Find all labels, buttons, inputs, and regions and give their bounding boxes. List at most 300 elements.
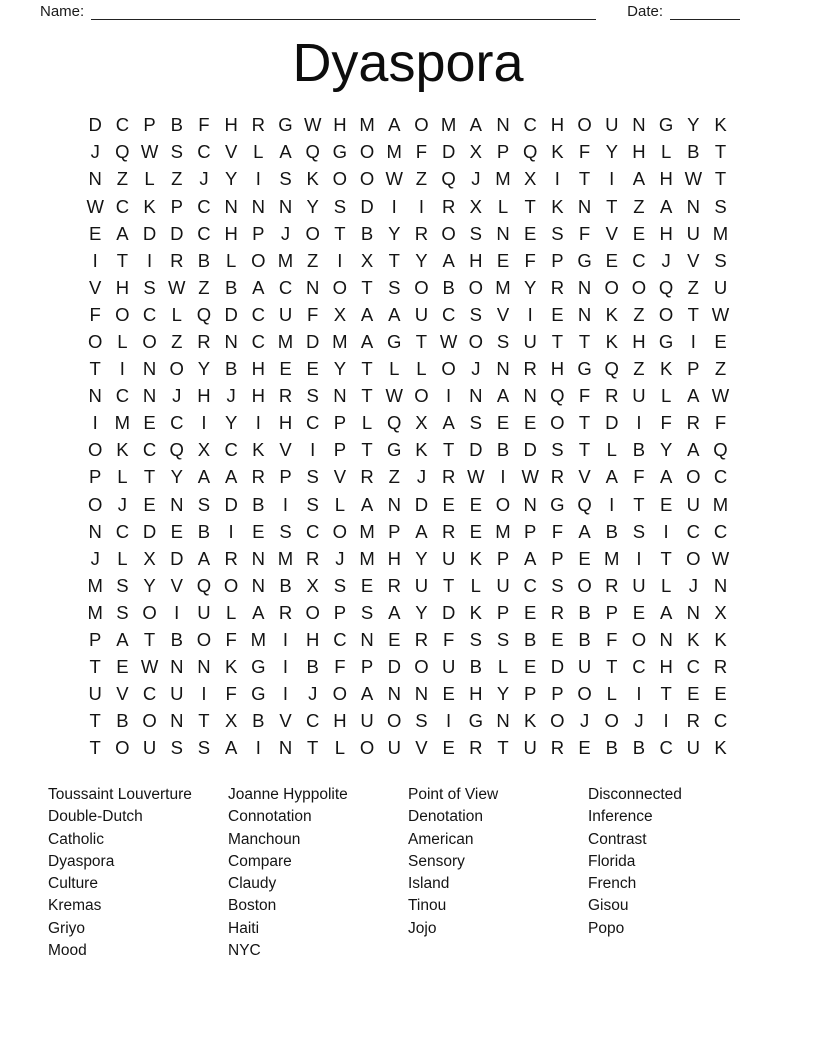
grid-letter: I: [201, 683, 207, 705]
grid-letter: R: [170, 249, 184, 271]
grid-letter: E: [469, 520, 482, 542]
grid-letter: I: [92, 249, 98, 271]
grid-letter: Y: [143, 574, 156, 596]
grid-letter: R: [550, 276, 565, 298]
grid-letter: A: [659, 601, 673, 623]
grid-letter: U: [170, 683, 184, 705]
grid-letter: O: [686, 547, 701, 569]
grid-letter: Y: [496, 683, 510, 705]
grid-letter: S: [469, 303, 482, 325]
grid-letter: I: [609, 493, 615, 515]
grid-letter: C: [632, 656, 646, 678]
grid-letter: F: [524, 249, 536, 271]
grid-letter: J: [661, 249, 671, 271]
grid-letter: O: [115, 303, 130, 325]
grid-letter: E: [632, 601, 646, 623]
grid-letter: S: [279, 168, 292, 190]
grid-letter: I: [255, 412, 261, 434]
grid-letter: C: [441, 303, 456, 325]
grid-letter: T: [198, 710, 210, 732]
grid-letter: H: [333, 114, 347, 136]
grid-letter: O: [332, 168, 348, 190]
grid-letter: A: [116, 222, 129, 244]
grid-letter: J: [226, 385, 236, 407]
grid-letter: F: [660, 412, 672, 434]
grid-letter: V: [116, 683, 129, 705]
grid-letter: S: [496, 330, 510, 352]
grid-letter: E: [279, 358, 292, 380]
grid-letter: E: [659, 493, 673, 515]
grid-letter: A: [197, 547, 211, 569]
word-list-item: French: [588, 875, 637, 893]
grid-letter: T: [551, 330, 564, 352]
header: [0, 0, 816, 21]
grid-letter: O: [359, 737, 375, 759]
grid-letter: M: [712, 493, 729, 515]
grid-letter: D: [441, 141, 456, 163]
grid-letter: R: [278, 385, 293, 407]
grid-letter: O: [550, 412, 565, 434]
grid-letter: F: [606, 629, 618, 651]
grid-letter: V: [279, 710, 292, 732]
grid-letter: H: [469, 683, 483, 705]
grid-letter: Z: [171, 330, 183, 352]
grid-letter: B: [224, 358, 238, 380]
grid-letter: O: [577, 114, 592, 136]
grid-letter: H: [197, 385, 211, 407]
grid-letter: R: [469, 737, 483, 759]
grid-letter: N: [659, 629, 673, 651]
grid-letter: T: [714, 141, 727, 163]
grid-letter: U: [197, 601, 211, 623]
grid-letter: D: [142, 520, 157, 542]
grid-letter: I: [636, 683, 642, 705]
grid-letter: O: [631, 629, 647, 651]
grid-letter: E: [714, 683, 727, 705]
word-list-item: Tinou: [408, 897, 447, 915]
grid-letter: R: [414, 629, 429, 651]
grid-letter: E: [551, 303, 564, 325]
grid-letter: O: [441, 222, 456, 244]
grid-letter: U: [441, 656, 456, 678]
grid-letter: Y: [659, 439, 673, 461]
grid-letter: C: [713, 520, 728, 542]
grid-letter: F: [198, 114, 210, 136]
grid-letter: Z: [415, 168, 428, 190]
grid-letter: N: [224, 195, 238, 217]
grid-letter: W: [385, 385, 403, 407]
grid-letter: N: [387, 683, 401, 705]
grid-letter: K: [306, 168, 319, 190]
word-list: [48, 784, 816, 962]
grid-letter: W: [385, 168, 403, 190]
grid-letter: V: [224, 141, 238, 163]
grid-letter: P: [388, 520, 401, 542]
grid-letter: O: [387, 710, 402, 732]
grid-letter: I: [282, 683, 289, 705]
grid-letter: P: [360, 656, 374, 678]
grid-letter: J: [416, 466, 427, 488]
grid-letter: B: [170, 629, 183, 651]
grid-letter: H: [224, 222, 238, 244]
grid-letter: J: [172, 385, 182, 407]
grid-letter: C: [659, 737, 673, 759]
grid-letter: X: [333, 303, 347, 325]
grid-letter: U: [360, 710, 374, 732]
grid-letter: E: [252, 520, 265, 542]
grid-letter: S: [714, 195, 727, 217]
grid-letter: L: [225, 601, 237, 623]
grid-letter: O: [468, 330, 483, 352]
grid-letter: L: [389, 358, 400, 380]
grid-letter: T: [143, 629, 156, 651]
grid-letter: C: [306, 520, 320, 542]
grid-letter: O: [87, 493, 103, 515]
grid-letter: O: [359, 168, 375, 190]
grid-letter: C: [686, 520, 700, 542]
grid-letter: E: [605, 249, 618, 271]
grid-letter: O: [414, 656, 429, 678]
grid-letter: M: [277, 547, 294, 569]
grid-letter: R: [550, 737, 565, 759]
grid-letter: T: [361, 276, 373, 298]
grid-letter: N: [306, 276, 320, 298]
grid-letter: J: [90, 141, 100, 163]
grid-letter: P: [551, 547, 564, 569]
grid-letter: D: [170, 222, 184, 244]
grid-letter: I: [92, 412, 98, 434]
grid-letter: C: [142, 439, 157, 461]
grid-letter: B: [442, 276, 455, 298]
grid-letter: W: [467, 466, 485, 488]
grid-letter: I: [446, 710, 452, 732]
grid-letter: Z: [633, 358, 645, 380]
grid-letter: B: [687, 141, 700, 163]
grid-letter: F: [633, 466, 645, 488]
grid-letter: Y: [388, 222, 401, 244]
grid-letter: C: [333, 629, 347, 651]
grid-letter: A: [632, 168, 646, 190]
grid-letter: M: [114, 412, 131, 434]
grid-letter: M: [277, 330, 294, 352]
grid-letter: Q: [305, 141, 320, 163]
grid-letter: L: [117, 547, 128, 569]
grid-letter: L: [225, 249, 237, 271]
grid-letter: M: [386, 141, 402, 163]
grid-letter: R: [523, 358, 537, 380]
grid-letter: Z: [388, 466, 400, 488]
grid-letter: M: [712, 222, 729, 244]
grid-letter: A: [659, 195, 673, 217]
grid-letter: I: [527, 303, 533, 325]
grid-letter: K: [469, 547, 482, 569]
grid-letter: N: [686, 195, 700, 217]
grid-letter: B: [224, 276, 238, 298]
grid-letter: O: [441, 358, 456, 380]
grid-letter: V: [605, 222, 618, 244]
grid-letter: T: [89, 737, 101, 759]
grid-letter: F: [714, 412, 727, 434]
grid-letter: C: [306, 710, 320, 732]
grid-letter: H: [224, 114, 238, 136]
grid-letter: T: [578, 168, 591, 190]
grid-letter: L: [497, 656, 509, 678]
grid-letter: N: [88, 520, 102, 542]
grid-letter: E: [388, 629, 401, 651]
grid-letter: S: [116, 574, 129, 596]
grid-letter: Y: [524, 276, 537, 298]
grid-letter: Y: [333, 358, 347, 380]
grid-letter: R: [197, 330, 211, 352]
grid-letter: A: [252, 601, 265, 623]
grid-letter: S: [197, 737, 211, 759]
grid-letter: T: [89, 656, 101, 678]
grid-letter: V: [170, 574, 183, 596]
grid-letter: R: [251, 466, 265, 488]
grid-letter: N: [251, 195, 265, 217]
grid-letter: C: [115, 385, 130, 407]
grid-letter: S: [632, 520, 646, 542]
grid-letter: J: [579, 710, 590, 732]
grid-letter: D: [306, 330, 320, 352]
grid-letter: T: [116, 249, 129, 271]
grid-letter: B: [496, 439, 510, 461]
grid-letter: A: [360, 303, 374, 325]
grid-letter: P: [279, 466, 292, 488]
grid-letter: E: [632, 222, 646, 244]
grid-letter: O: [87, 330, 103, 352]
word-list-item: Mood: [48, 942, 87, 960]
grid-letter: R: [441, 466, 456, 488]
grid-letter: P: [687, 358, 700, 380]
grid-letter: U: [414, 303, 429, 325]
grid-letter: E: [170, 520, 183, 542]
grid-letter: S: [388, 276, 401, 298]
grid-letter: H: [659, 656, 673, 678]
grid-letter: S: [279, 520, 292, 542]
grid-letter: X: [360, 249, 374, 271]
grid-letter: E: [714, 330, 727, 352]
grid-letter: I: [282, 629, 289, 651]
grid-letter: B: [578, 601, 591, 623]
grid-letter: A: [578, 520, 591, 542]
grid-letter: H: [469, 249, 483, 271]
word-list-item: Island: [408, 875, 450, 893]
grid-letter: Z: [714, 358, 727, 380]
grid-letter: T: [714, 168, 727, 190]
grid-letter: A: [197, 466, 211, 488]
grid-letter: K: [687, 629, 700, 651]
grid-letter: G: [550, 493, 565, 515]
grid-letter: H: [659, 222, 673, 244]
grid-letter: I: [663, 520, 669, 542]
grid-letter: C: [115, 520, 130, 542]
grid-letter: T: [497, 737, 509, 759]
grid-letter: F: [578, 222, 591, 244]
grid-letter: S: [170, 737, 183, 759]
grid-letter: J: [471, 168, 481, 190]
grid-letter: E: [524, 601, 537, 623]
grid-letter: S: [143, 276, 156, 298]
grid-letter: H: [550, 358, 565, 380]
grid-letter: W: [711, 303, 730, 325]
grid-letter: S: [496, 629, 510, 651]
grid-letter: E: [89, 222, 102, 244]
grid-letter: X: [306, 574, 319, 596]
letter-grid: [82, 112, 735, 762]
grid-letter: R: [686, 710, 700, 732]
grid-letter: D: [360, 195, 374, 217]
grid-letter: A: [252, 276, 265, 298]
grid-letter: P: [89, 629, 102, 651]
grid-letter: D: [414, 493, 429, 515]
grid-letter: N: [387, 493, 401, 515]
grid-letter: M: [359, 547, 375, 569]
word-list-item: Kremas: [48, 897, 102, 915]
grid-letter: L: [606, 439, 617, 461]
grid-letter: A: [388, 601, 401, 623]
grid-letter: W: [86, 195, 104, 217]
grid-letter: Q: [658, 276, 674, 298]
grid-letter: O: [332, 683, 348, 705]
grid-letter: N: [170, 493, 184, 515]
grid-letter: M: [250, 629, 267, 651]
grid-letter: R: [360, 466, 374, 488]
grid-letter: O: [550, 710, 565, 732]
grid-letter: P: [524, 683, 537, 705]
grid-letter: Y: [415, 547, 428, 569]
grid-letter: L: [660, 574, 672, 596]
grid-letter: N: [278, 195, 293, 217]
grid-letter: U: [523, 330, 537, 352]
grid-letter: T: [361, 358, 373, 380]
grid-letter: U: [713, 276, 728, 298]
grid-letter: E: [496, 412, 510, 434]
name-blank-line: [91, 3, 596, 20]
grid-letter: I: [228, 520, 234, 542]
grid-letter: Y: [224, 168, 238, 190]
grid-letter: L: [470, 574, 481, 596]
grid-letter: N: [224, 330, 238, 352]
grid-letter: U: [686, 737, 700, 759]
grid-letter: N: [333, 385, 347, 407]
grid-letter: A: [116, 629, 129, 651]
grid-letter: D: [523, 439, 537, 461]
word-list-item: Inference: [588, 808, 653, 826]
grid-letter: D: [170, 547, 184, 569]
grid-letter: C: [170, 412, 184, 434]
grid-letter: L: [117, 466, 128, 488]
word-list-item: American: [408, 830, 474, 848]
grid-letter: W: [711, 547, 730, 569]
grid-letter: W: [168, 276, 186, 298]
grid-letter: H: [306, 629, 320, 651]
grid-letter: B: [605, 520, 618, 542]
grid-letter: I: [663, 710, 669, 732]
grid-letter: Q: [550, 385, 565, 407]
grid-letter: A: [659, 466, 673, 488]
grid-letter: Z: [171, 168, 183, 190]
grid-letter: O: [414, 276, 429, 298]
grid-letter: M: [440, 114, 457, 136]
grid-letter: R: [550, 466, 565, 488]
grid-letter: J: [335, 547, 345, 569]
grid-letter: N: [577, 303, 592, 325]
grid-letter: Q: [577, 493, 592, 515]
puzzle-title: Dyaspora: [292, 33, 524, 93]
grid-letter: E: [360, 574, 374, 596]
grid-letter: S: [333, 574, 347, 596]
grid-letter: C: [713, 466, 728, 488]
grid-letter: S: [551, 574, 564, 596]
grid-letter: O: [142, 601, 157, 623]
grid-letter: N: [496, 710, 510, 732]
word-list-item: Catholic: [48, 830, 104, 848]
grid-letter: T: [633, 493, 645, 515]
grid-letter: X: [415, 412, 428, 434]
grid-letter: E: [143, 412, 156, 434]
word-list-item: Haiti: [228, 919, 260, 937]
grid-letter: W: [140, 141, 159, 163]
grid-letter: N: [523, 385, 537, 407]
grid-letter: B: [279, 574, 292, 596]
grid-letter: R: [441, 520, 456, 542]
grid-letter: C: [523, 114, 537, 136]
grid-letter: E: [442, 683, 455, 705]
grid-letter: S: [714, 249, 727, 271]
grid-letter: W: [303, 114, 322, 136]
grid-letter: F: [578, 141, 591, 163]
grid-letter: A: [279, 141, 292, 163]
grid-letter: L: [334, 493, 346, 515]
grid-letter: N: [496, 358, 510, 380]
grid-letter: I: [146, 249, 153, 271]
grid-letter: A: [224, 466, 238, 488]
grid-letter: Q: [713, 439, 728, 461]
grid-letter: O: [604, 276, 619, 298]
word-list-item: Florida: [588, 852, 636, 870]
grid-letter: X: [197, 439, 211, 461]
grid-letter: G: [278, 114, 293, 136]
grid-letter: V: [578, 466, 591, 488]
grid-letter: E: [442, 737, 455, 759]
grid-letter: O: [414, 114, 429, 136]
grid-letter: O: [686, 466, 701, 488]
grid-letter: O: [305, 601, 320, 623]
grid-letter: A: [360, 493, 374, 515]
grid-letter: J: [117, 493, 127, 515]
grid-letter: P: [524, 520, 537, 542]
grid-letter: O: [87, 439, 103, 461]
date-label: Date:: [627, 3, 663, 20]
grid-letter: N: [88, 385, 102, 407]
grid-letter: D: [550, 656, 565, 678]
grid-letter: T: [687, 303, 699, 325]
grid-letter: K: [469, 601, 482, 623]
grid-letter: R: [387, 574, 401, 596]
grid-letter: T: [442, 574, 455, 596]
grid-letter: A: [469, 114, 482, 136]
grid-letter: H: [278, 412, 293, 434]
grid-letter: N: [577, 276, 592, 298]
grid-letter: E: [496, 249, 510, 271]
grid-letter: O: [142, 710, 157, 732]
grid-letter: N: [577, 195, 592, 217]
grid-letter: I: [418, 195, 424, 217]
grid-letter: M: [604, 547, 620, 569]
grid-letter: K: [714, 629, 727, 651]
grid-letter: Y: [197, 358, 211, 380]
